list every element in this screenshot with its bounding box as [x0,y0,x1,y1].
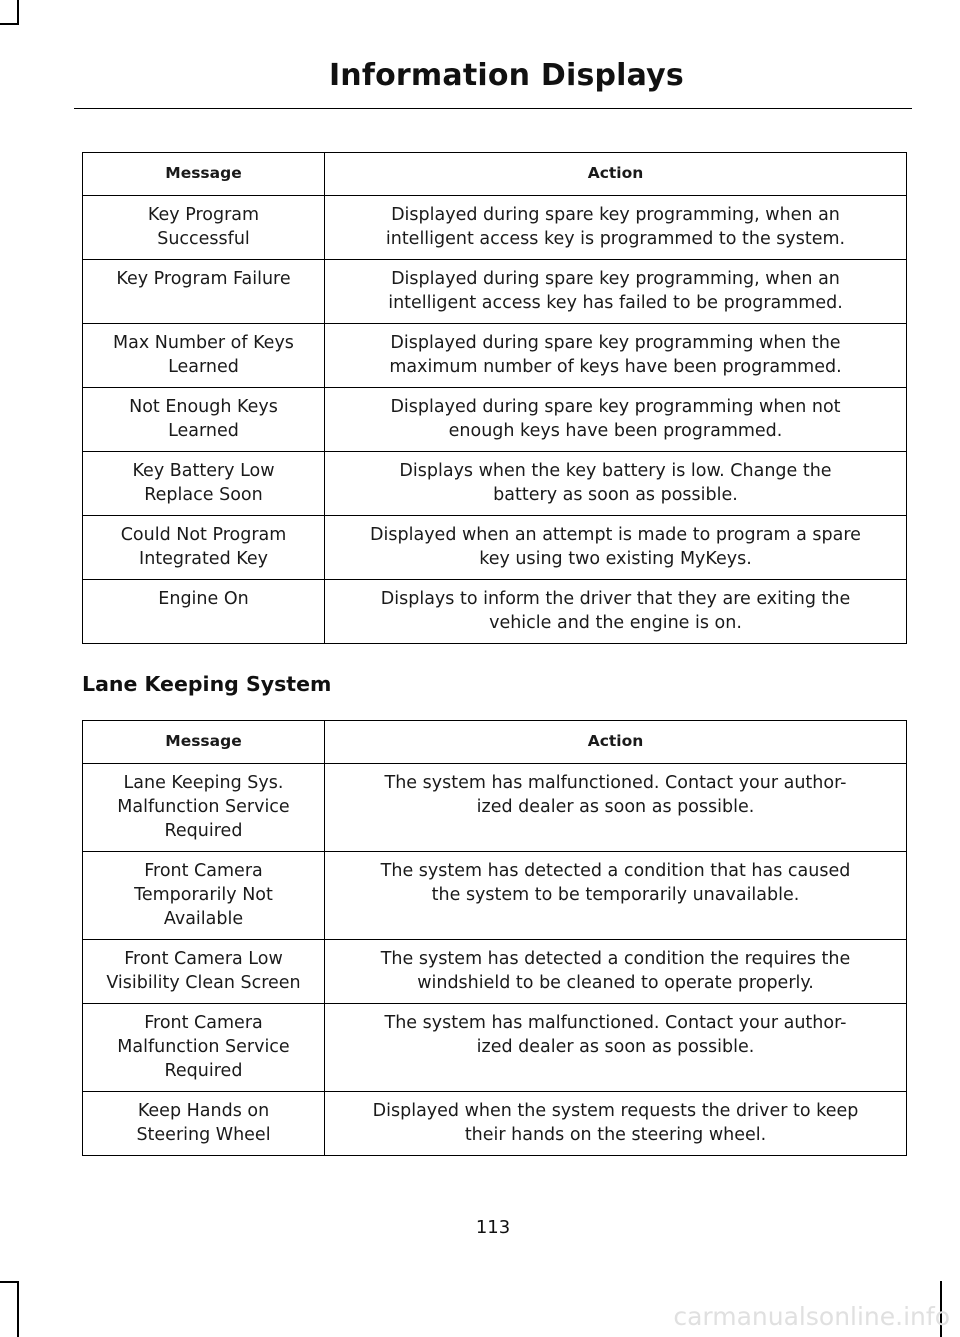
crop-mark-bottom-left-vertical [17,1281,19,1337]
action-cell [325,852,907,940]
message-cell-line: Required [164,1061,243,1081]
column-header-action: Action [325,153,907,196]
action-cell-line: ized dealer as soon as possible. [476,797,755,817]
message-cell-line: Steering Wheel [136,1125,271,1145]
action-cell [325,196,907,260]
crop-mark-top-left-horizontal [0,23,19,25]
column-header-message: Message [83,721,325,764]
column-header-action: Action [325,721,907,764]
column-header-message: Message [83,153,325,196]
watermark: carmanualsonline.info [673,1302,950,1331]
action-cell-line: The system has malfunctioned. Contact your author- [384,1013,847,1033]
message-cell-line: Keep Hands on [137,1101,270,1121]
table-body [83,764,907,1156]
action-cell-line: the system to be temporarily unavailable. [431,885,800,905]
action-cell [325,764,907,852]
action-cell-line: maximum number of keys have been programmed. [389,357,842,377]
table-header-row [83,721,907,764]
table-row [83,452,907,516]
message-cell [83,196,325,260]
action-cell-line: ized dealer as soon as possible. [476,1037,755,1057]
action-cell-line: Displayed when the system requests the driver to keep [372,1101,859,1121]
action-cell-line: The system has detected a condition the requires the [380,949,851,969]
action-cell [325,580,907,644]
action-cell [325,452,907,516]
action-cell-line: enough keys have been programmed. [448,421,783,441]
action-cell [325,940,907,1004]
message-cell-line: Key Battery Low [132,461,275,481]
page-title: Information Displays [328,58,684,93]
table-header-row [83,153,907,196]
message-cell-line: Successful [157,229,250,249]
table-row [83,580,907,644]
message-cell-line: Required [164,821,243,841]
message-cell-line: Malfunction Service [117,1037,290,1057]
table-row [83,1092,907,1156]
message-cell [83,1004,325,1092]
table-body [83,196,907,644]
action-cell [325,324,907,388]
table-row [83,324,907,388]
title-divider [74,108,912,109]
action-cell-line: battery as soon as possible. [493,485,738,505]
table-row [83,260,907,324]
message-cell [83,516,325,580]
action-cell-line: The system has detected a condition that has caused [380,861,851,881]
message-cell-line: Integrated Key [139,549,268,569]
message-cell-line: Lane Keeping Sys. [123,773,284,793]
crop-mark-bottom-left-horizontal [0,1281,19,1283]
message-cell [83,764,325,852]
action-cell [325,1004,907,1092]
table-row [83,196,907,260]
message-cell-line: Front Camera Low [124,949,283,969]
action-cell-line: key using two existing MyKeys. [479,549,752,569]
table-row [83,764,907,852]
action-cell-line: The system has malfunctioned. Contact your author- [384,773,847,793]
action-cell-line: intelligent access key has failed to be programmed. [388,293,843,313]
message-cell [83,852,325,940]
page-number: 113 [475,1217,511,1238]
action-cell [325,388,907,452]
table-row [83,388,907,452]
table-row [83,852,907,940]
message-cell [83,1092,325,1156]
message-cell-line: Front Camera [144,861,263,881]
message-cell-line: Temporarily Not [134,885,273,905]
message-cell-line: Not Enough Keys [129,397,278,417]
key-programming-message-table [82,152,907,644]
table-row [83,1004,907,1092]
message-cell-line: Learned [168,421,239,441]
table-row [83,940,907,1004]
message-cell [83,324,325,388]
message-cell-line: Key Program [147,205,260,225]
message-cell-line: Front Camera [144,1013,263,1033]
action-cell-line: Displayed during spare key programming, when an [391,205,840,225]
action-cell-line: Displayed during spare key programming when not [390,397,841,417]
message-cell [83,580,325,644]
message-cell [83,940,325,1004]
lane-keeping-message-table [82,720,907,1156]
message-cell-line: Key Program Failure [116,269,291,289]
message-cell-line: Could Not Program [120,525,287,545]
action-cell [325,260,907,324]
crop-mark-top-left-vertical [17,0,19,24]
action-cell-line: vehicle and the engine is on. [489,613,742,633]
message-cell-line: Malfunction Service [117,797,290,817]
action-cell-line: intelligent access key is programmed to the system. [385,229,846,249]
section-heading-lane-keeping: Lane Keeping System [82,672,332,696]
action-cell-line: Displayed during spare key programming when the [390,333,841,353]
action-cell [325,516,907,580]
action-cell-line: Displayed when an attempt is made to program a spare [370,525,861,545]
message-cell [83,388,325,452]
action-cell-line: Displays when the key battery is low. Change the [399,461,832,481]
message-cell [83,260,325,324]
message-cell-line: Replace Soon [144,485,263,505]
action-cell-line: their hands on the steering wheel. [464,1125,767,1145]
action-cell-line: Displayed during spare key programming, when an [391,269,840,289]
message-cell-line: Max Number of Keys [113,333,294,353]
action-cell-line: windshield to be cleaned to operate properly. [417,973,814,993]
action-cell [325,1092,907,1156]
table-row [83,516,907,580]
message-cell-line: Visibility Clean Screen [106,973,301,993]
action-cell-line: Displays to inform the driver that they are exiting the [380,589,851,609]
message-cell-line: Engine On [158,589,249,609]
message-cell-line: Available [163,909,244,929]
message-cell-line: Learned [168,357,239,377]
message-cell [83,452,325,516]
